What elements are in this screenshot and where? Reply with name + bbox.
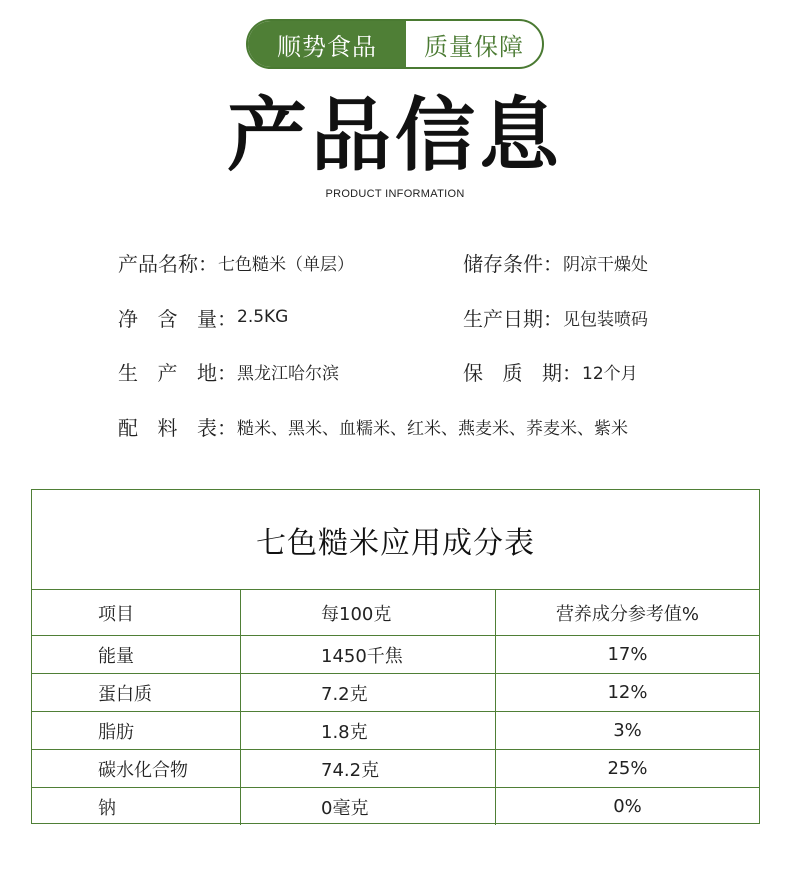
brand-pill	[246, 19, 544, 69]
storage-value: 阴凉干燥处	[563, 254, 648, 275]
row-item: 脂肪	[32, 712, 241, 749]
storage-row	[463, 247, 648, 277]
shelf-life-label: 保 质 期	[463, 360, 562, 385]
table-row	[32, 673, 759, 711]
row-item: 钠	[32, 788, 241, 825]
nutrition-grid	[32, 590, 759, 825]
net-content-value: 2.5KG	[237, 307, 289, 327]
header-item: 项目	[32, 590, 241, 635]
row-nrv: 3%	[613, 720, 642, 741]
production-date-value: 见包装喷码	[563, 309, 648, 330]
ingredients-row	[118, 411, 628, 441]
table-row	[32, 787, 759, 825]
header-per-100g: 每100克	[241, 590, 496, 635]
quality-slogan: 质量保障	[424, 32, 524, 61]
row-per-100g: 0毫克	[241, 788, 496, 825]
row-per-100g: 74.2克	[241, 750, 496, 787]
net-content-label: 净 含 量	[118, 306, 217, 331]
production-date-label: 生产日期：	[463, 306, 563, 331]
production-date-row	[463, 302, 648, 332]
shelf-life-row	[463, 356, 638, 386]
table-header-row	[32, 590, 759, 635]
product-name-label: 产品名称：	[118, 251, 218, 276]
net-content-row	[118, 302, 288, 332]
row-per-100g: 1.8克	[241, 712, 496, 749]
net-content-colon: ：	[217, 306, 237, 331]
ingredients-colon: ：	[217, 415, 237, 440]
row-nrv: 25%	[607, 758, 648, 779]
table-row	[32, 749, 759, 787]
origin-row	[118, 356, 339, 386]
origin-label: 生 产 地	[118, 360, 217, 385]
page-title: 产品信息	[227, 89, 563, 182]
header-nrv: 营养成分参考值%	[555, 603, 700, 625]
nutrition-table	[31, 489, 760, 824]
row-per-100g: 1450千焦	[241, 636, 496, 673]
row-item: 能量	[32, 636, 241, 673]
product-name-value: 七色糙米（单层）	[218, 254, 354, 275]
ingredients-value: 糙米、黑米、血糯米、红米、燕麦米、荞麦米、紫米	[237, 418, 628, 439]
row-item: 蛋白质	[32, 674, 241, 711]
row-nrv: 17%	[607, 644, 648, 665]
page-subtitle: PRODUCT INFORMATION	[325, 188, 465, 200]
brand-name: 顺势食品	[248, 21, 406, 67]
row-item: 碳水化合物	[32, 750, 241, 787]
row-nrv: 12%	[607, 682, 648, 703]
storage-label: 储存条件：	[463, 251, 563, 276]
product-name-row	[118, 247, 354, 277]
origin-colon: ：	[217, 360, 237, 385]
shelf-life-colon: ：	[562, 360, 582, 385]
nutrition-table-title: 七色糙米应用成分表	[32, 490, 759, 590]
table-row	[32, 711, 759, 749]
origin-value: 黑龙江哈尔滨	[237, 363, 339, 384]
shelf-life-value: 12个月	[582, 363, 638, 384]
row-per-100g: 7.2克	[241, 674, 496, 711]
ingredients-label: 配 料 表	[118, 415, 217, 440]
table-row	[32, 635, 759, 673]
row-nrv: 0%	[613, 796, 642, 817]
